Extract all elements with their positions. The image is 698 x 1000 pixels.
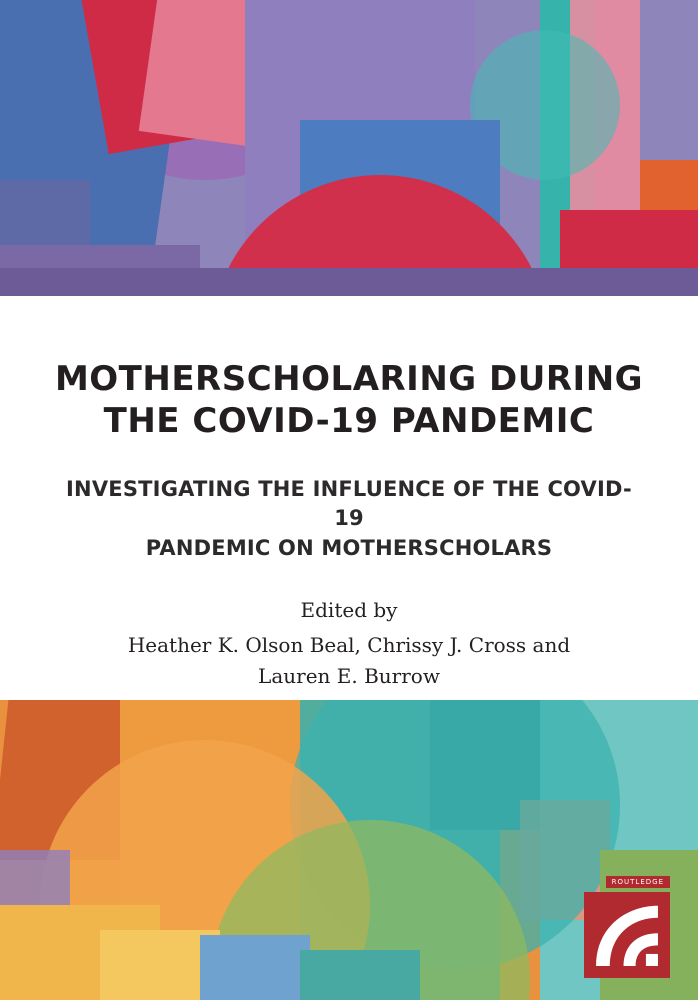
book-subtitle-line-2: PANDEMIC ON MOTHERSCHOLARS [145, 535, 553, 560]
book-title-line-2: THE COVID-19 PANDEMIC [103, 401, 595, 442]
book-subtitle [55, 475, 643, 563]
book-title-line-1: MOTHERSCHOLARING DURING [54, 359, 644, 399]
cover-text-panel [0, 300, 698, 700]
art-shape-teal-strip-2 [300, 950, 420, 1000]
routledge-logo [584, 892, 670, 978]
editor-names-line-1: Heather K. Olson Beal, Chrissy J. Cross and [127, 633, 571, 657]
art-shape-blue-strip [200, 935, 310, 1000]
editor-names [70, 630, 628, 692]
book-title [40, 358, 658, 442]
publisher-name: ROUTLEDGE [606, 876, 670, 888]
edited-by-label: Edited by [300, 598, 398, 622]
top-artwork-panel [0, 0, 698, 300]
editor-names-line-2: Lauren E. Burrow [258, 664, 440, 688]
book-subtitle-line-1: INVESTIGATING THE INFLUENCE OF THE COVID-19 [66, 477, 632, 531]
bottom-artwork-panel [0, 700, 698, 1000]
